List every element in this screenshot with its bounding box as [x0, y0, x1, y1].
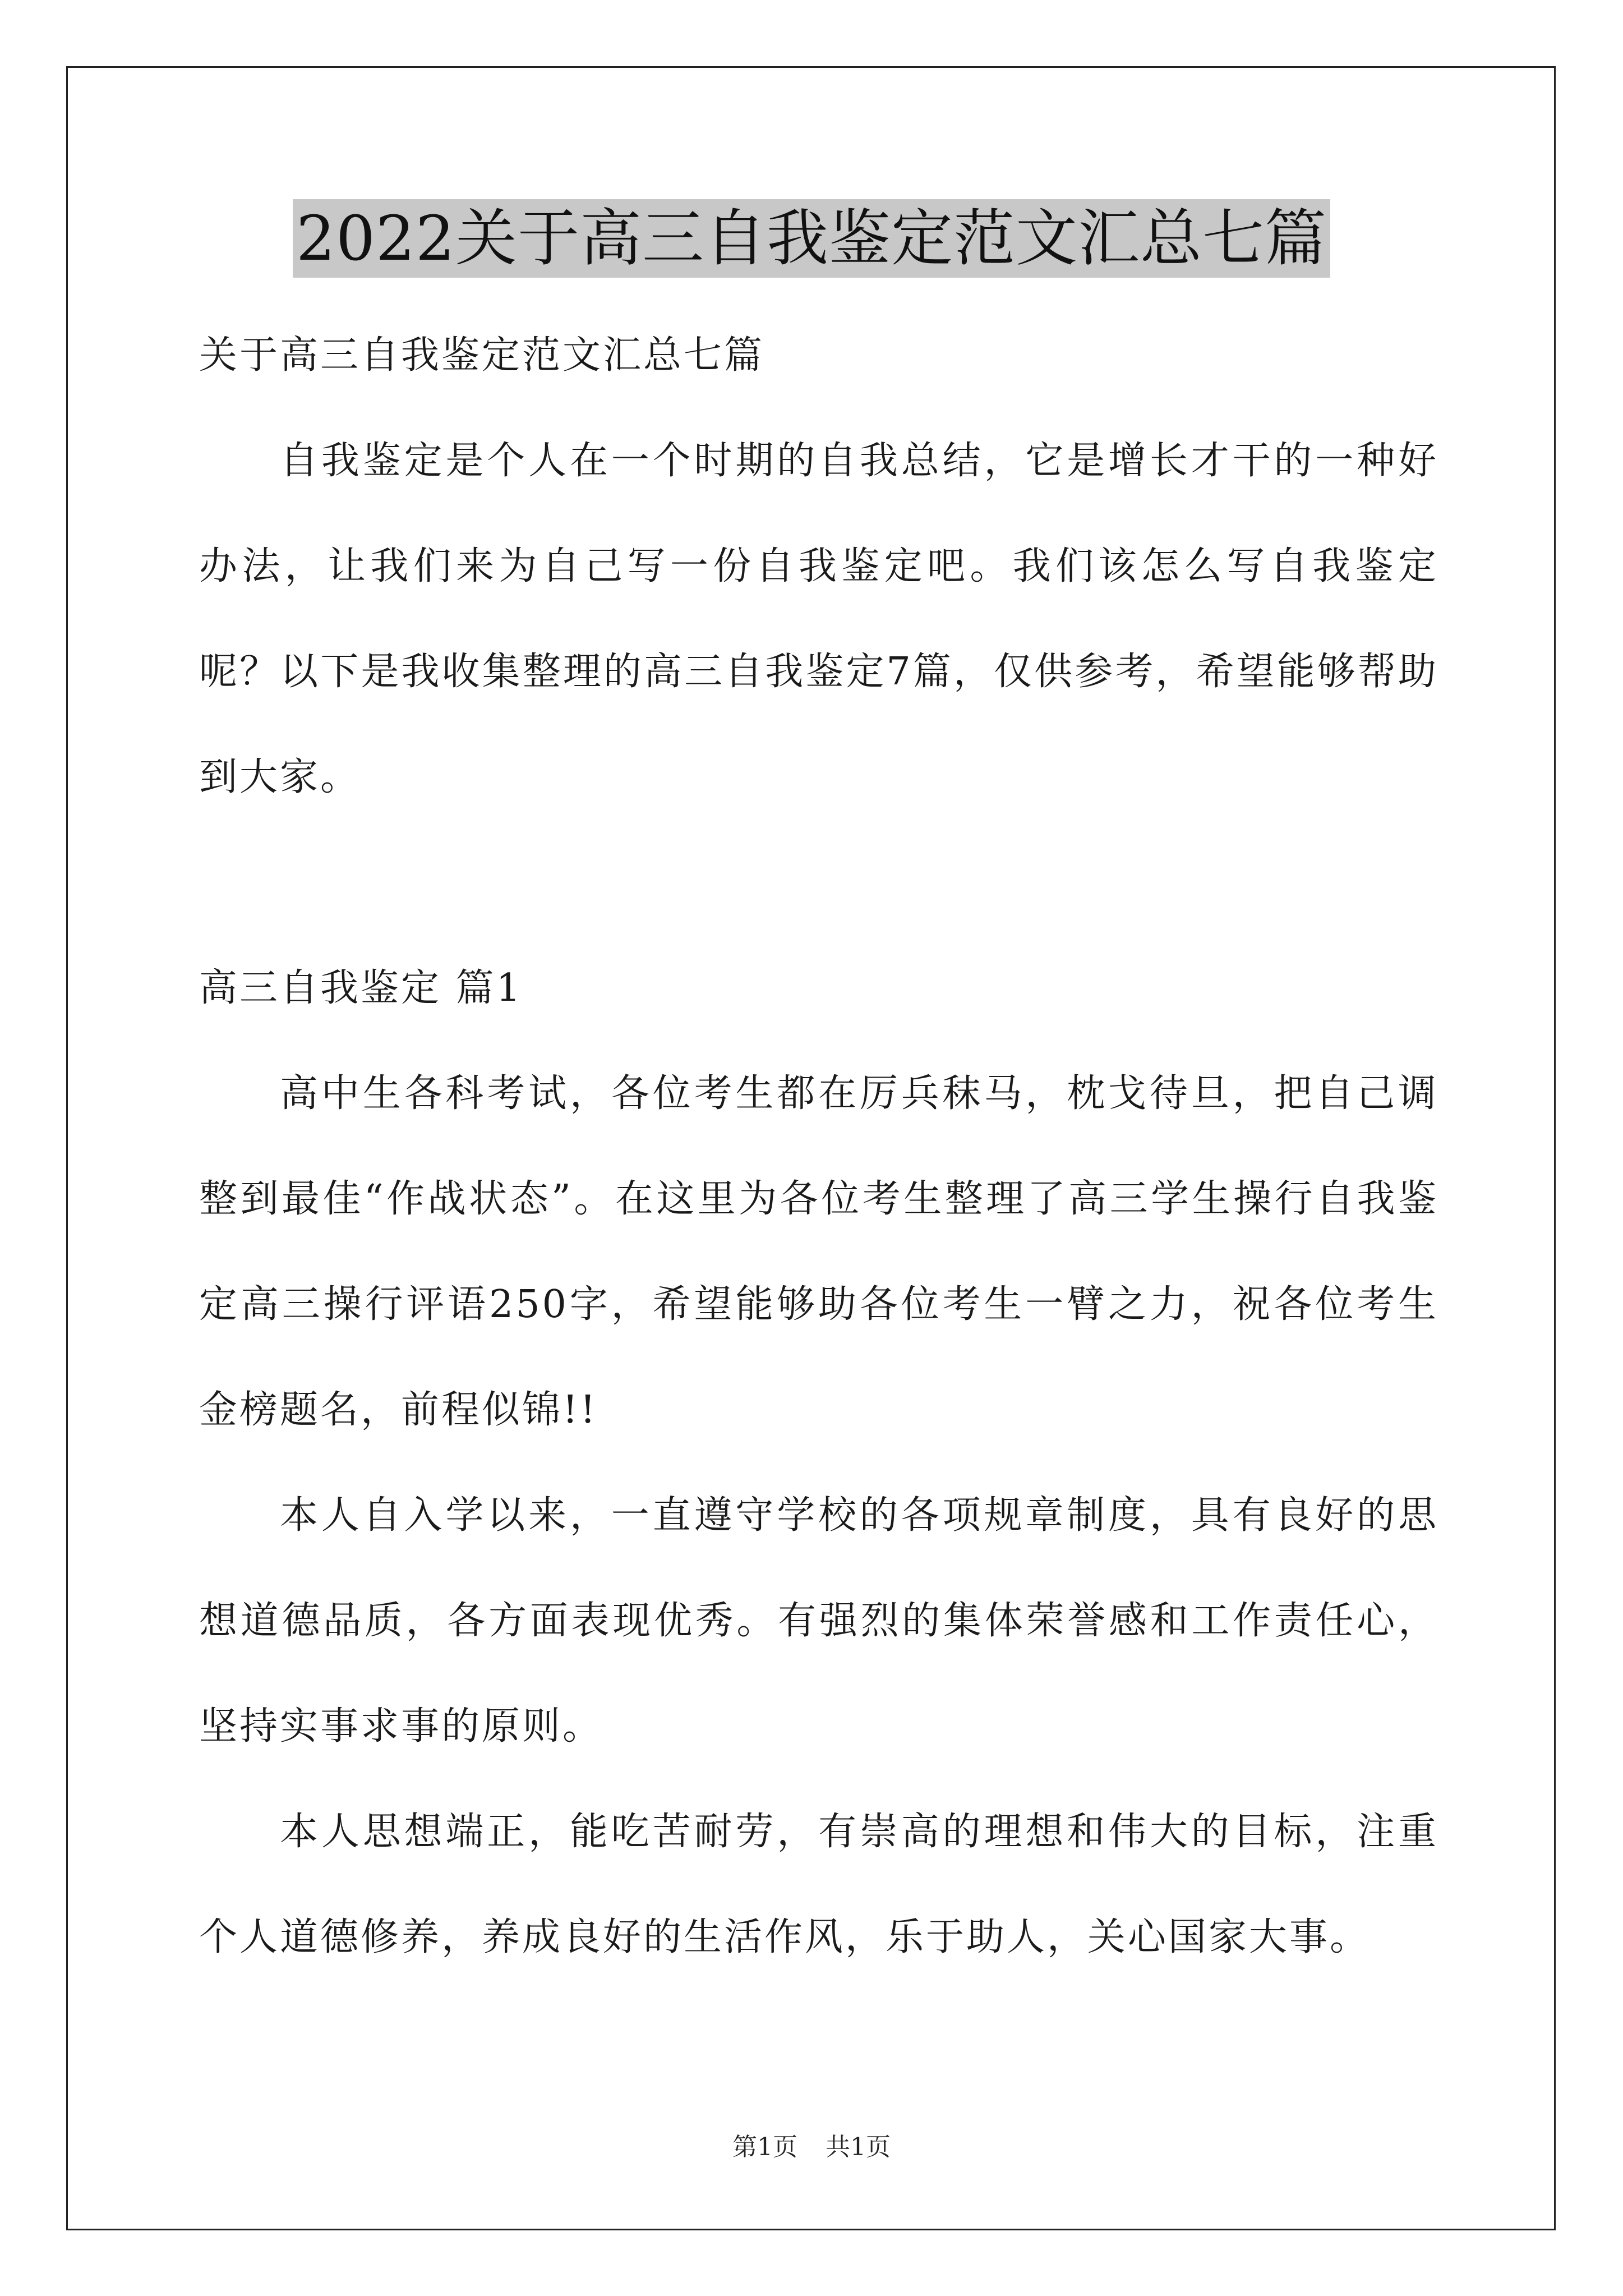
title-container — [0, 199, 1623, 278]
document-body — [199, 303, 1438, 1990]
page-total: 共1页 — [826, 2133, 891, 2161]
document-title: 2022关于高三自我鉴定范文汇总七篇 — [293, 199, 1330, 278]
document-subtitle: 关于高三自我鉴定范文汇总七篇 — [199, 333, 765, 378]
section-heading: 高三自我鉴定 篇1 — [199, 966, 523, 1010]
body-paragraph: 高中生各科考试，各位考生都在厉兵秣马，枕戈待旦，把自己调整到最佳“作战状态”。在这里为各位考生整理了高三学生操行自我鉴定高三操行评语250字，希望能够助各位考生一臂之力，祝各位考生金榜题名，前程似锦!! — [199, 1071, 1438, 1432]
page-number: 第1页 — [732, 2133, 797, 2161]
body-paragraph: 本人自入学以来，一直遵守学校的各项规章制度，具有良好的思想道德品质，各方面表现优秀。有强烈的集体荣誉感和工作责任心，坚持实事求事的原则。 — [199, 1493, 1438, 1749]
body-paragraph: 本人思想端正，能吃苦耐劳，有崇高的理想和伟大的目标，注重个人道德修养，养成良好的生活作风，乐于助人，关心国家大事。 — [199, 1810, 1438, 1959]
page-footer — [0, 2131, 1623, 2164]
intro-paragraph: 自我鉴定是个人在一个时期的自我总结，它是增长才干的一种好办法，让我们来为自己写一份自我鉴定吧。我们该怎么写自我鉴定呢？以下是我收集整理的高三自我鉴定7篇，仅供参考，希望能够帮助到大家。 — [199, 439, 1438, 799]
